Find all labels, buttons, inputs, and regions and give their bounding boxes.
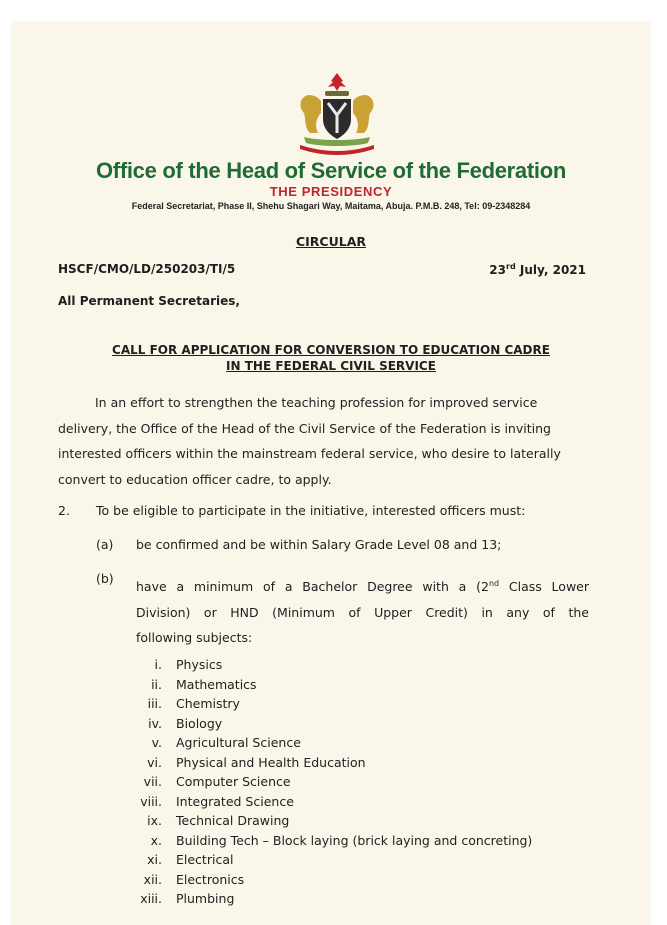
document-page [12, 22, 650, 925]
list-item [130, 811, 590, 831]
paragraph-1-line: convert to education officer cadre, to apply. [58, 471, 332, 487]
list-item-number: ii. [151, 676, 162, 692]
item-b-line-2: Division) or HND (Minimum of Upper Credit) in any of the [136, 604, 589, 620]
reference-number: HSCF/CMO/LD/250203/TI/5 [58, 262, 236, 276]
list-item-number: xii. [143, 871, 162, 887]
paragraph-2-number: 2. [58, 503, 70, 518]
addressee: All Permanent Secretaries, [58, 294, 240, 308]
list-item-name: Mathematics [176, 676, 257, 692]
item-b-line-1-post: Class Lower [499, 579, 589, 595]
list-item [130, 850, 590, 870]
nigeria-coat-of-arms-icon [290, 67, 384, 157]
presidency-subtitle: THE PRESIDENCY [269, 184, 393, 199]
list-item-number: iii. [147, 696, 162, 712]
paragraph-2-text: To be eligible to participate in the initiative, interested officers must: [96, 503, 526, 518]
date-day: 23 [489, 263, 506, 277]
paragraph-1 [58, 390, 596, 492]
list-item [130, 655, 590, 675]
list-item-number: vii. [143, 774, 162, 790]
list-item [130, 831, 590, 851]
date-suffix: rd [506, 262, 516, 271]
list-item-number: ix. [147, 813, 162, 829]
list-item-number: x. [150, 832, 162, 848]
item-b-line-1-sup: nd [488, 579, 500, 588]
list-item-name: Building Tech – Block laying (brick laying and concreting) [176, 832, 533, 848]
list-item [130, 694, 590, 714]
list-item [130, 714, 590, 734]
paragraph-1-line: In an effort to strengthen the teaching profession for improved service [95, 395, 538, 410]
item-a-text: be confirmed and be within Salary Grade Level 08 and 13; [136, 537, 502, 552]
list-item [130, 753, 590, 773]
list-item-number: xi. [147, 852, 162, 868]
list-item-name: Agricultural Science [176, 735, 301, 751]
paragraph-1-line: interested officers within the mainstream federal service, who desire to laterally [58, 446, 561, 462]
list-item [130, 792, 590, 812]
subject-line-2: IN THE FEDERAL CIVIL SERVICE [226, 359, 436, 373]
date-rest: July, 2021 [515, 263, 586, 277]
list-item-number: viii. [140, 793, 162, 809]
list-item-number: iv. [148, 715, 162, 731]
subjects-list [130, 655, 590, 909]
item-b-text [136, 571, 589, 651]
list-item-name: Physical and Health Education [176, 754, 366, 770]
list-item-name: Physics [176, 657, 223, 673]
subject-line-1: CALL FOR APPLICATION FOR CONVERSION TO EDUCATION CADRE [112, 343, 550, 357]
organization-title: Office of the Head of Service of the Federation [96, 158, 566, 183]
office-address: Federal Secretariat, Phase II, Shehu Shagari Way, Maitama, Abuja. P.M.B. 248, Tel: 09-2348284 [131, 201, 531, 211]
item-b-line-1-pre: have a minimum of a Bachelor Degree with a (2 [136, 579, 489, 595]
list-item-name: Integrated Science [176, 793, 294, 809]
list-item-name: Electrical [176, 852, 234, 868]
subject-heading [12, 342, 650, 374]
list-item [130, 870, 590, 890]
list-item [130, 733, 590, 753]
item-b-line-3: following subjects: [136, 630, 253, 646]
list-item-name: Technical Drawing [176, 813, 290, 829]
paragraph-1-line: delivery, the Office of the Head of the Civil Service of the Federation is inviting [58, 420, 551, 436]
list-item [130, 675, 590, 695]
list-item-number: vi. [147, 754, 162, 770]
circular-heading: CIRCULAR [295, 234, 367, 249]
list-item-number: i. [154, 657, 162, 673]
list-item-name: Biology [176, 715, 223, 731]
list-item-name: Plumbing [176, 891, 235, 907]
item-b-label: (b) [96, 571, 114, 586]
item-b-line-1 [136, 571, 589, 600]
memo-date [489, 262, 586, 277]
list-item-name: Chemistry [176, 696, 240, 712]
list-item-name: Electronics [176, 871, 245, 887]
item-a-label: (a) [96, 537, 114, 552]
list-item [130, 772, 590, 792]
list-item-number: v. [151, 735, 162, 751]
list-item [130, 889, 590, 909]
list-item-name: Computer Science [176, 774, 291, 790]
list-item-number: xiii. [140, 891, 162, 907]
